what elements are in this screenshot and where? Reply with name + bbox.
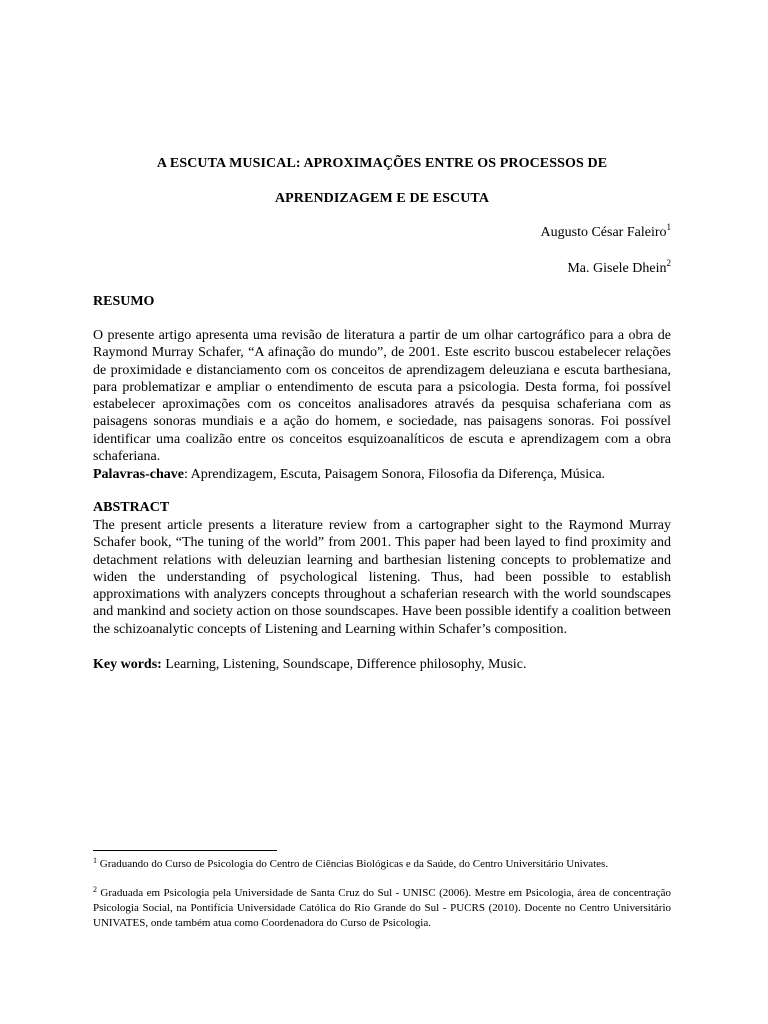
footnote-ref[interactable]: 2 <box>666 258 671 268</box>
footnote-ref[interactable]: 1 <box>666 222 671 232</box>
author-name: Ma. Gisele Dhein <box>567 261 667 276</box>
keywords-label: Palavras-chave <box>93 467 184 482</box>
resumo-heading: RESUMO <box>93 294 155 309</box>
title-line-2: APRENDIZAGEM E DE ESCUTA <box>274 191 490 206</box>
keywords-label: Key words: <box>93 657 162 672</box>
author-name: Augusto César Faleiro <box>540 225 667 240</box>
footnote-2 <box>93 886 671 930</box>
footnote-1 <box>93 857 671 872</box>
footnote-text: Graduando do Curso de Psicologia do Centro de Ciências Biológicas e da Saúde, do Centro Universitário Univates. <box>97 858 609 870</box>
keywords-list: Learning, Listening, Soundscape, Difference philosophy, Music. <box>161 657 527 672</box>
footnote-mark: 1 <box>93 856 97 865</box>
resumo-keywords <box>93 466 671 483</box>
footnote-separator <box>93 850 277 851</box>
author-2 <box>567 258 671 277</box>
abstract-keywords <box>93 656 671 673</box>
footnote-mark: 2 <box>93 885 97 894</box>
keywords-list: : Aprendizagem, Escuta, Paisagem Sonora, Filosofia da Diferença, Música. <box>183 467 606 482</box>
abstract-body: The present article presents a literature review from a cartographer sight to the Raymond Murray Schafer book, “The tuning of the world” from 2001. This paper had been layed to find proximity and detachment relations with deleuzian learning and barthesian listening concepts to problematize and widen the understanding of psychological listening. Thus, had been possible to establish approximations with analyzers concepts throughout a schaferian research with the world soundscapes and mankind and society action on those soundscapes. Have been possible identify a coalition between the schizoanalytic concepts of Listening and Learning within Schafer’s composition. <box>93 518 671 637</box>
resumo-body: O presente artigo apresenta uma revisão de literatura a partir de um olhar cartográfico para a obra de Raymond Murray Schafer, “A afinação do mundo”, de 2001. Este escrito buscou estabelecer relações de proximidade e distanciamento com os conceitos de aprendizagem deleuziana e escuta barthesiana, para problematizar e ampliar o entendimento de escuta para a psicologia. Desta forma, foi possível estabelecer aproximações com os conceitos analisadores através da pesquisa schaferiana com as paisagens sonoras mundiais e a ação do homem, e sociedade, nas paisagens sonoras. Foi possível identificar uma coalizão entre os conceitos esquizoanalíticos de escuta e aprendizagem com a obra schaferiana. <box>93 328 671 465</box>
title-line-1: A ESCUTA MUSICAL: APROXIMAÇÕES ENTRE OS PROCESSOS DE <box>156 156 608 171</box>
abstract-heading: ABSTRACT <box>93 500 170 515</box>
footnote-text: Graduada em Psicologia pela Universidade de Santa Cruz do Sul - UNISC (2006). Mestre em Psicologia, área de concentração Psicologia Social, na Pontifícia Universidade Católica do Rio Grande do Sul - PUCRS (2010). Docente no Centro Universitário UNIVATES, onde também atua como Coordenadora do Curso de Psicologia. <box>93 887 671 929</box>
author-1 <box>540 222 671 241</box>
